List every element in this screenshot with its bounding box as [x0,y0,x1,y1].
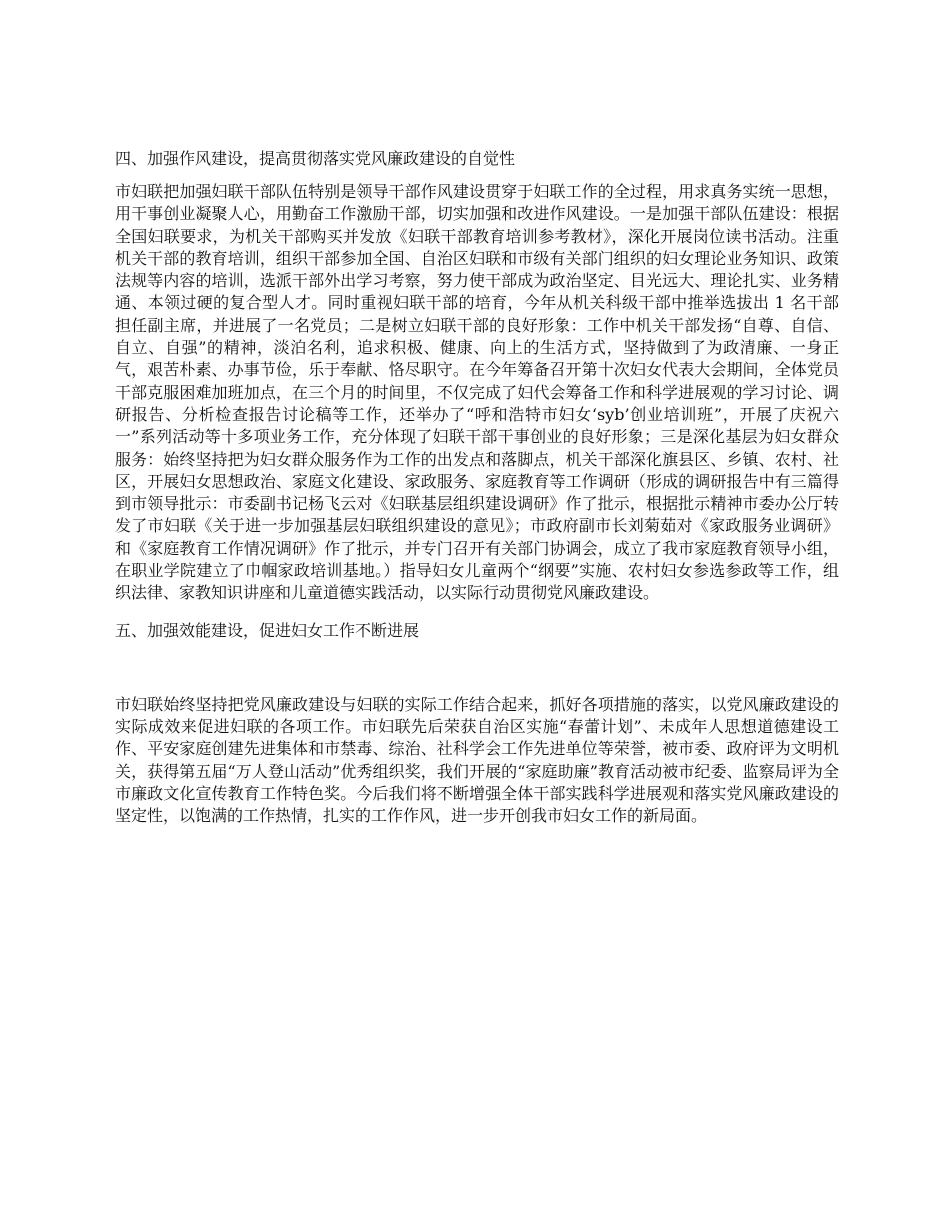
section-paragraph-4: 市妇联把加强妇联干部队伍特别是领导干部作风建设贯穿于妇联工作的全过程，用求真务实统一思想，用干事创业凝聚人心，用勤奋工作激励干部，切实加强和改进作风建设。一是加强干部队伍建设：根据全国妇联要求，为机关干部购买并发放《妇联干部教育培训参考教材》，深化开展岗位读书活动。注重机关干部的教育培训，组织干部参加全国、自治区妇联和市级有关部门组织的妇女理论业务知识、政策法规等内容的培训，选派干部外出学习考察，努力使干部成为政治坚定、目光远大、理论扎实、业务精通、本领过硬的复合型人才。同时重视妇联干部的培育，今年从机关科级干部中推举选拔出 1 名干部担任副主席，并进展了一名党员；二是树立妇联干部的良好形象：工作中机关干部发扬“自尊、自信、自立、自强”的精神，淡泊名利，追求积极、健康、向上的生活方式，坚持做到了为政清廉、一身正气，艰苦朴素、办事节俭，乐于奉献、恪尽职守。在今年筹备召开第十次妇女代表大会期间，全体党员干部克服困难加班加点，在三个月的时间里，不仅完成了妇代会筹备工作和科学进展观的学习讨论、调研报告、分析检查报告讨论稿等工作，还举办了“呼和浩特市妇女‘syb’创业培训班”，开展了庆祝六一”系列活动等十多项业务工作，充分体现了妇联干部干事创业的良好形象；三是深化基层为妇女群众服务：始终坚持把为妇女群众服务作为工作的出发点和落脚点，机关干部深化旗县区、乡镇、农村、社区，开展妇女思想政治、家庭文化建设、家政服务、家庭教育等工作调研（形成的调研报告中有三篇得到市领导批示：市委副书记杨飞云对《妇联基层组织建设调研》作了批示，根据批示精神市委办公厅转发了市妇联《关于进一步加强基层妇联组织建设的意见》；市政府副市长刘菊茹对《家政服务业调研》和《家庭教育工作情况调研》作了批示，并专门召开有关部门协调会，成立了我市家庭教育领导小组，在职业学院建立了巾帼家政培训基地。）指导妇女儿童两个“纲要”实施、农村妇女参选参政等工作，组织法律、家教知识讲座和儿童道德实践活动，以实际行动贯彻党风廉政建设。 [115,182,839,603]
section-paragraph-5: 市妇联始终坚持把党风廉政建设与妇联的实际工作结合起来，抓好各项措施的落实，以党风廉政建设的实际成效来促进妇联的各项工作。市妇联先后荣获自治区实施“春蕾计划”、未成年人思想道德建设工作、平安家庭创建先进集体和市禁毒、综治、社科学会工作先进单位等荣誉，被市委、政府评为文明机关，获得第五届“万人登山活动”优秀组织奖，我们开展的“家庭助廉”教育活动被市纪委、监察局评为全市廉政文化宣传教育工作特色奖。今后我们将不断增强全体干部实践科学进展观和落实党风廉政建设的坚定性，以饱满的工作热情，扎实的工作作风，进一步开创我市妇女工作的新局面。 [115,694,839,826]
document-page [115,148,839,827]
section-heading-5: 五、加强效能建设，促进妇女工作不断进展 [115,620,420,640]
section-heading-4: 四、加强作风建设，提高贯彻落实党风廉政建设的自觉性 [115,149,516,168]
